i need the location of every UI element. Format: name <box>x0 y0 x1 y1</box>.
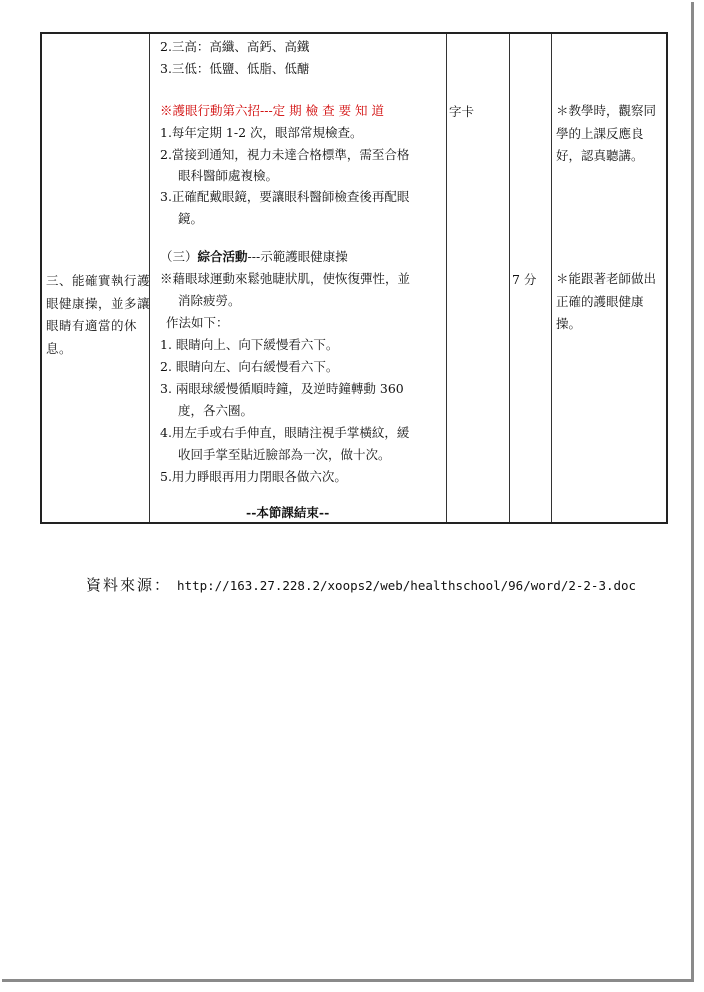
content-line: 4.用左手或右手伸直，眼睛注視手掌橫紋，緩 <box>160 425 410 440</box>
activity-content-column <box>150 34 447 522</box>
content-line: 消除疲勞。 <box>178 293 241 308</box>
media-column <box>447 34 510 522</box>
time-column <box>510 34 552 522</box>
content-line: ※藉眼球運動來鬆弛睫狀肌，使恢復彈性，並 <box>160 271 411 286</box>
content-line: 5.用力睜眼再用力閉眼各做六次。 <box>160 469 347 484</box>
content-line: 3.三低：低鹽、低脂、低醣 <box>160 61 310 76</box>
objective-text: 三、能確實執行護眼健康操，並多讓眼睛有適當的休息。 <box>46 273 151 356</box>
document-page <box>2 2 694 982</box>
objective-column <box>42 34 150 522</box>
content-line: 2.當接到通知，視力未達合格標準，需至合格 <box>160 147 410 162</box>
content-line: 1.每年定期 1-2 次，眼部常規檢查。 <box>160 125 363 140</box>
content-line: 度，各六圈。 <box>178 403 254 418</box>
section-heading-prefix: （三） <box>160 249 198 264</box>
content-line-highlight: ※護眼行動第六招---定 期 檢 查 要 知 道 <box>160 103 385 118</box>
assessment-column <box>552 34 666 522</box>
content-line: 3.正確配戴眼鏡，要讓眼科醫師檢查後再配眼 <box>160 189 410 204</box>
content-line: 眼科醫師處複檢。 <box>178 168 279 183</box>
content-line: 鏡。 <box>178 211 204 226</box>
section-heading-rest: ---示範護眼健康操 <box>247 249 348 264</box>
content-line: 2. 眼睛向左、向右緩慢看六下。 <box>160 359 339 374</box>
content-line: 2.三高：高纖、高鈣、高鐵 <box>160 39 310 54</box>
source-reference <box>86 574 636 595</box>
assessment-text-2: ＊能跟著老師做出正確的護眼健康操。 <box>556 271 657 331</box>
assessment-text-1: ＊教學時，觀察同學的上課反應良好，認真聽講。 <box>556 103 657 163</box>
media-text: 字卡 <box>449 104 475 119</box>
lesson-plan-table <box>40 32 668 524</box>
source-label: 資料來源： <box>86 576 172 594</box>
time-text: 7 分 <box>512 272 537 287</box>
section-heading-bold: 綜合活動 <box>197 249 248 264</box>
content-line: 1. 眼睛向上、向下緩慢看六下。 <box>160 337 339 352</box>
source-url[interactable]: http://163.27.228.2/xoops2/web/healthschool/96/word/2-2-3.doc <box>177 578 637 593</box>
content-line: 3. 兩眼球緩慢循順時鐘，及逆時鐘轉動 360 <box>160 381 404 396</box>
content-line: 收回手掌至貼近臉部為一次，做十次。 <box>178 447 391 462</box>
content-line: 作法如下： <box>166 315 229 330</box>
lesson-end-text: --本節課結束-- <box>246 505 330 520</box>
section-heading <box>160 246 348 269</box>
